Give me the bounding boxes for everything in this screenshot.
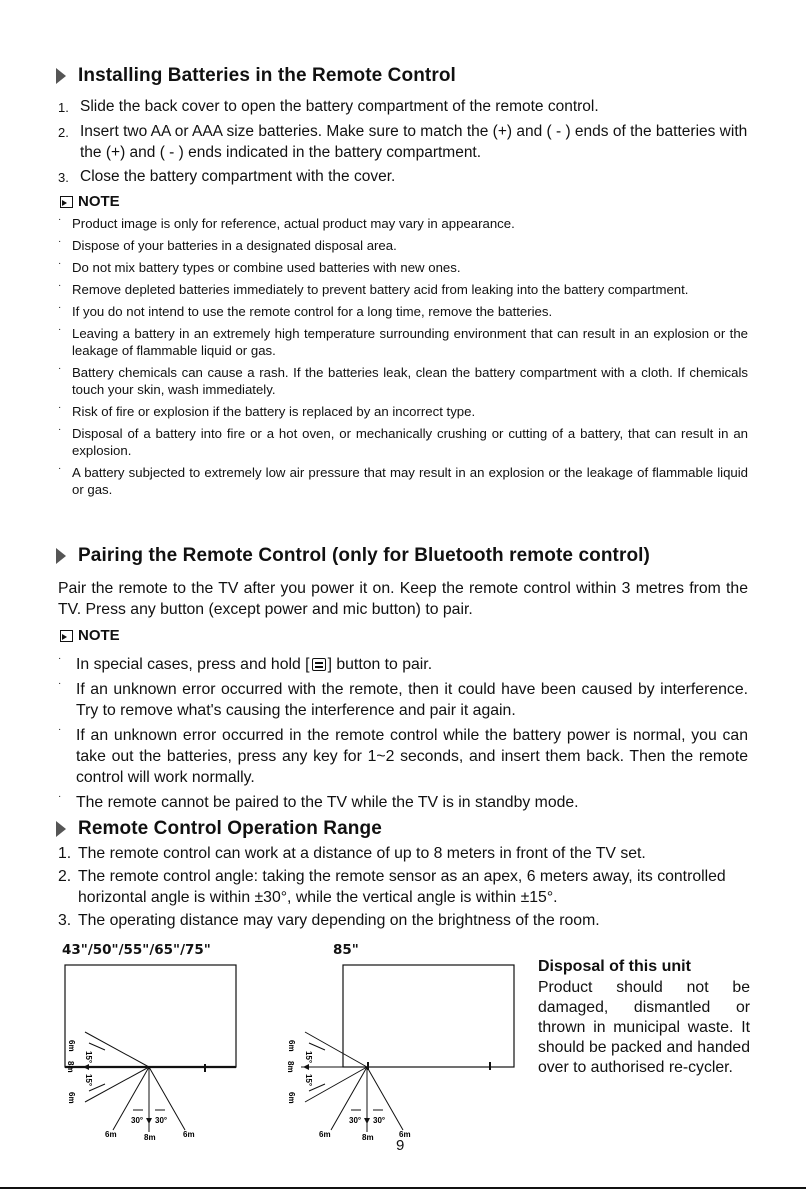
dist-label: 8m	[362, 1133, 374, 1142]
list-item: · In special cases, press and hold [ ] button to pair.	[58, 653, 433, 673]
list-item: 3. Close the battery compartment with the cover.	[58, 168, 396, 185]
disposal-body: Product should not be damaged, dismantled or thrown in municipal waste. It should be packed and handed over to authorised re-cycler.	[538, 979, 750, 1076]
section-title: Pairing the Remote Control (only for Bluetooth remote control)	[78, 545, 650, 566]
list-item: · Product image is only for reference, actual product may vary in appearance.	[58, 214, 515, 231]
dist-label: 6m	[67, 1092, 76, 1104]
angle-label: 30°	[349, 1116, 362, 1125]
battery-steps	[58, 96, 748, 191]
dist-label: 8m	[66, 1061, 75, 1073]
list-item: · Risk of fire or explosion if the battery is replaced by an incorrect type.	[58, 402, 476, 419]
list-item: · A battery subjected to extremely low air pressure that may result in an explosion or the leakage of flammable liquid or gas.	[58, 463, 748, 497]
range-diagram-left	[55, 960, 255, 1145]
note-heading: NOTE	[60, 193, 120, 210]
dist-label: 8m	[286, 1061, 295, 1073]
list-item: · Remove depleted batteries immediately to prevent battery acid from leaking into the battery compartment.	[58, 280, 689, 297]
list-item: · If an unknown error occurred in the remote control while the battery power is normal, you can take out the batteries, press any key for 1~2 seconds, and insert them back. Then the remote control will work normally.	[58, 724, 748, 786]
list-item: 1. The remote control can work at a distance of up to 8 meters in front of the TV set.	[58, 845, 646, 862]
page-number: 9	[396, 1137, 405, 1154]
list-item: · If an unknown error occurred with the remote, then it could have been caused by interference. Try to remove what's causing the interference and pair it again.	[58, 678, 748, 719]
section-title: Installing Batteries in the Remote Control	[78, 65, 456, 86]
range-list	[58, 843, 758, 933]
play-triangle-icon	[56, 68, 66, 84]
dist-label: 6m	[319, 1130, 331, 1139]
list-item: · If you do not intend to use the remote control for a long time, remove the batteries.	[58, 302, 553, 319]
angle-label: 30°	[131, 1116, 144, 1125]
list-item: 1. Slide the back cover to open the battery compartment of the remote control.	[58, 98, 599, 115]
angle-label: 30°	[155, 1116, 168, 1125]
diagram-size-label-right: 85"	[333, 942, 359, 958]
dist-label: 8m	[144, 1133, 156, 1142]
dist-label: 6m	[67, 1040, 76, 1052]
dist-label: 6m	[287, 1040, 296, 1052]
section-heading-range	[56, 818, 382, 840]
diagram-size-label-left: 43"/50"/55"/65"/75"	[62, 942, 211, 958]
list-item: · Disposal of a battery into fire or a hot oven, or mechanically crushing or cutting of a battery, that can result in an explosion.	[58, 424, 748, 458]
menu-button-icon	[312, 658, 326, 671]
disposal-block	[538, 957, 750, 1078]
list-item: 3. The operating distance may vary depending on the brightness of the room.	[58, 912, 600, 929]
range-diagram-right	[275, 960, 520, 1145]
list-item: · Leaving a battery in an extremely high temperature surrounding environment that can result in an explosion or the leakage of flammable liquid or gas.	[58, 324, 748, 358]
angle-label: 15°	[84, 1074, 93, 1087]
dist-label: 6m	[105, 1130, 117, 1139]
angle-label: 15°	[84, 1051, 93, 1064]
angle-label: 30°	[373, 1116, 386, 1125]
disposal-title: Disposal of this unit	[538, 958, 691, 975]
battery-notes	[58, 215, 748, 503]
dist-label: 6m	[183, 1130, 195, 1139]
play-triangle-icon	[56, 548, 66, 564]
list-item: · The remote cannot be paired to the TV while the TV is in standby mode.	[58, 791, 579, 811]
list-item: · Dispose of your batteries in a designated disposal area.	[58, 236, 397, 253]
pairing-paragraph: Pair the remote to the TV after you power it on. Keep the remote control within 3 metres from the TV. Press any button (except power and mic button) to pair.	[58, 580, 748, 618]
angle-label: 15°	[304, 1051, 313, 1064]
dist-label: 6m	[399, 1130, 411, 1139]
section-heading-batteries	[56, 65, 456, 87]
list-item: · Do not mix battery types or combine used batteries with new ones.	[58, 258, 461, 275]
note-arrow-icon	[60, 196, 73, 208]
angle-label: 15°	[304, 1074, 313, 1087]
list-item: 2. The remote control angle: taking the remote sensor as an apex, 6 meters away, its controlled horizontal angle is within ±30°, while the vertical angle is within ±15°.	[58, 868, 726, 906]
dist-label: 6m	[287, 1092, 296, 1104]
list-item: 2. Insert two AA or AAA size batteries. Make sure to match the (+) and ( - ) ends of the batteries with the (+) and ( - ) ends indicated in the battery compartment.	[58, 123, 748, 161]
play-triangle-icon	[56, 821, 66, 837]
note-heading: NOTE	[60, 627, 120, 644]
list-item: · Battery chemicals can cause a rash. If the batteries leak, clean the battery compartment with a cloth. If chemicals touch your skin, wash immediately.	[58, 363, 748, 397]
bottom-rule	[0, 1187, 806, 1189]
section-title: Remote Control Operation Range	[78, 818, 382, 839]
pairing-notes	[58, 654, 748, 817]
section-heading-pairing	[56, 545, 650, 567]
note-arrow-icon	[60, 630, 73, 642]
